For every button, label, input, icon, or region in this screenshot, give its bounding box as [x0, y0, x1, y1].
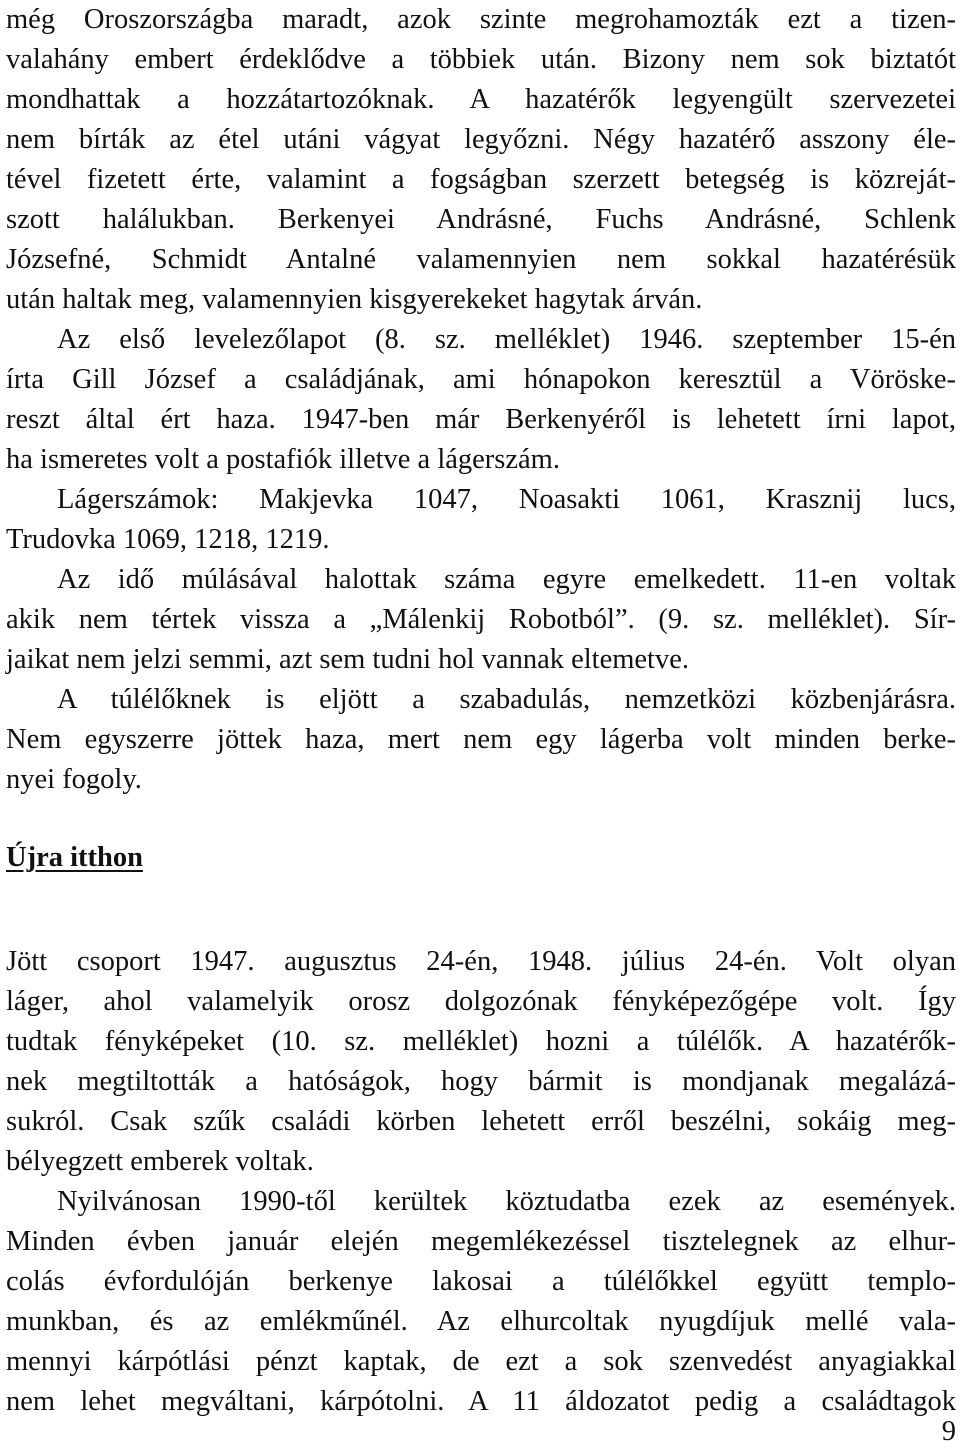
text-line: nyei fogoly.: [6, 764, 142, 795]
text-line: colás évfordulóján berkenye lakosai a túlélőkkel együtt templo-: [6, 1266, 956, 1297]
text-line: írta Gill József a családjának, ami hónapokon keresztül a Vöröske-: [6, 364, 956, 395]
text-line: ha ismeretes volt a postafiók illetve a lágerszám.: [6, 444, 560, 475]
text-line: után haltak meg, valamennyien kisgyerekeket hagytak árván.: [6, 284, 703, 315]
text-line: láger, ahol valamelyik orosz dolgozónak fényképezőgépe volt. Így: [6, 986, 956, 1017]
text-line: Az idő múlásával halottak száma egyre emelkedett. 11-en voltak: [57, 564, 956, 595]
section-heading: Újra itthon: [6, 842, 143, 873]
page-number: 9: [941, 1416, 956, 1447]
text-line: bélyegzett emberek voltak.: [6, 1146, 314, 1177]
text-line: Minden évben január elején megemlékezéssel tisztelegnek az elhur-: [6, 1226, 956, 1257]
text-line: Nem egyszerre jöttek haza, mert nem egy lágerba volt minden berke-: [6, 724, 956, 755]
text-line: Az első levelezőlapot (8. sz. melléklet) 1946. szeptember 15-én: [57, 324, 956, 355]
text-line: tével fizetett érte, valamint a fogságban szerzett betegség is közreját-: [6, 164, 956, 195]
text-line: mennyi kárpótlási pénzt kaptak, de ezt a sok szenvedést anyagiakkal: [6, 1346, 956, 1377]
text-line: nem lehet megváltani, kárpótolni. A 11 áldozatot pedig a családtagok: [6, 1386, 956, 1417]
text-line: nek megtiltották a hatóságok, hogy bármit is mondjanak megalázá-: [6, 1066, 956, 1097]
text-line: Lágerszámok: Makjevka 1047, Noasakti 1061, Krasznij lucs,: [57, 484, 956, 515]
text-line: tudtak fényképeket (10. sz. melléklet) hozni a túlélők. A hazatérők-: [6, 1026, 956, 1057]
text-line: Trudovka 1069, 1218, 1219.: [6, 524, 330, 555]
text-line: Józsefné, Schmidt Antalné valamennyien nem sokkal hazatérésük: [6, 244, 956, 275]
text-line: szott halálukban. Berkenyei Andrásné, Fuchs Andrásné, Schlenk: [6, 204, 956, 235]
text-line: Nyilvánosan 1990-től kerültek köztudatba ezek az események.: [57, 1186, 956, 1217]
text-line: valahány embert érdeklődve a többiek után. Bizony nem sok biztatót: [6, 44, 956, 75]
text-line: sukról. Csak szűk családi körben lehetett erről beszélni, sokáig meg-: [6, 1106, 956, 1137]
text-line: A túlélőknek is eljött a szabadulás, nemzetközi közbenjárásra.: [57, 684, 956, 715]
text-line: munkban, és az emlékműnél. Az elhurcoltak nyugdíjuk mellé vala-: [6, 1306, 956, 1337]
text-line: reszt által ért haza. 1947-ben már Berkenyéről is lehetett írni lapot,: [6, 404, 956, 435]
section-1: [6, 0, 956, 800]
text-line: nem bírták az étel utáni vágyat legyőzni. Négy hazatérő asszony éle-: [6, 124, 956, 155]
text-line: még Oroszországba maradt, azok szinte megrohamozták ezt a tizen-: [6, 4, 956, 35]
text-line: mondhattak a hozzátartozóknak. A hazatérők legyengült szervezetei: [6, 84, 956, 115]
text-line: Jött csoport 1947. augusztus 24-én, 1948. július 24-én. Volt olyan: [6, 946, 956, 977]
section-2: [6, 942, 956, 1422]
text-line: jaikat nem jelzi semmi, azt sem tudni hol vannak eltemetve.: [6, 644, 689, 675]
text-line: akik nem tértek vissza a „Málenkij Robotból”. (9. sz. melléklet). Sír-: [6, 604, 956, 635]
